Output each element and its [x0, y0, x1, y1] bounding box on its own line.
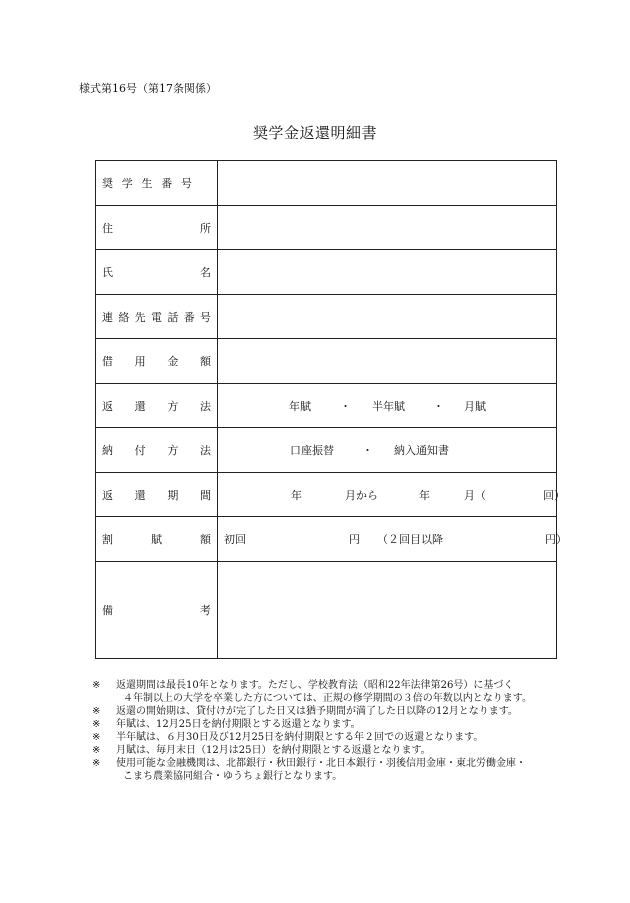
note-item: ※ 返還の開始期は、貸付けが完了した日又は猶予期間が満了した日以降の12月となります。 [92, 706, 518, 717]
note-mark: ※ [92, 745, 101, 756]
separator-dot: ・ [340, 399, 351, 413]
second-payment-label: （２回目以降 [377, 533, 443, 546]
note-item: ※ 使用可能な金融機関は、北都銀行・秋田銀行・北日本銀行・羽後信用金庫・東北労働金庫・ こまち農業協同組合・ゆうちょ銀行となります。 [92, 758, 526, 782]
option-monthly[interactable]: 月賦 [464, 399, 486, 413]
value-installment[interactable] [218, 517, 567, 562]
label-student-number: 奨 学 生 番 号 [96, 161, 218, 206]
option-annual[interactable]: 年賦 [289, 399, 311, 413]
row-remarks [96, 562, 557, 659]
row-contact-phone [96, 295, 557, 339]
row-repayment-period [96, 473, 557, 517]
period-times: 回） [543, 488, 565, 502]
note-item: ※ 返還期間は最長10年となります。ただし、学校教育法（昭和22年法律第26号）に基づく ４年制以上の大学を卒業した方については、正規の修学期間の３倍の年数以内となります。 [92, 680, 532, 704]
first-payment-label: 初回 [224, 533, 246, 546]
value-loan-amount[interactable] [218, 339, 557, 384]
row-student-number [96, 161, 557, 206]
note-item: ※ 月賦は、毎月末日（12月は25日）を納付期限とする返還となります。 [92, 745, 431, 756]
value-remarks[interactable] [218, 562, 557, 659]
row-installment [96, 517, 557, 562]
label-loan-amount: 借 用 金 額 [96, 339, 218, 384]
value-repayment-period[interactable] [218, 473, 565, 517]
note-item: ※ 年賦は、12月25日を納付期限とする返還となります。 [92, 719, 361, 730]
period-start-year: 年 [291, 488, 302, 502]
row-repayment-method [96, 384, 557, 428]
label-payment-method: 納 付 方 法 [96, 428, 218, 473]
first-payment-yen: 円 [349, 533, 360, 546]
value-payment-method [218, 428, 557, 473]
note-item: ※ 半年賦は、６月30日及び12月25日を納付期限とする年２回での返還となります。 [92, 732, 484, 743]
note-mark: ※ [92, 719, 101, 730]
note-mark: ※ [92, 758, 101, 769]
period-start-month: 月から [345, 488, 378, 502]
separator-dot: ・ [433, 399, 444, 413]
row-address [96, 206, 557, 250]
value-address[interactable] [218, 206, 557, 250]
value-repayment-method [218, 384, 557, 428]
row-name [96, 250, 557, 295]
value-student-number[interactable] [218, 161, 557, 206]
period-end-year: 年 [419, 488, 430, 502]
row-payment-method [96, 428, 557, 473]
label-address: 住 所 [96, 206, 218, 250]
note-mark: ※ [92, 732, 101, 743]
statement-form-table [95, 160, 567, 659]
label-remarks: 備 考 [96, 562, 218, 659]
row-loan-amount [96, 339, 557, 384]
form-number: 様式第16号（第17条関係） [79, 82, 217, 95]
period-end-month: 月（ [464, 488, 486, 502]
value-name[interactable] [218, 250, 557, 295]
document-title: 奨学金返還明細書 [252, 124, 377, 142]
label-installment: 割 賦 額 [96, 517, 218, 562]
label-repayment-method: 返 還 方 法 [96, 384, 218, 428]
notes-section [92, 679, 572, 783]
option-payment-notice[interactable]: 納入通知書 [394, 444, 449, 457]
label-name: 氏 名 [96, 250, 218, 295]
value-contact-phone[interactable] [218, 295, 557, 339]
note-mark: ※ [92, 680, 101, 691]
option-account-transfer[interactable]: 口座振替 [290, 444, 334, 457]
label-contact-phone: 連 絡 先 電 話 番 号 [96, 295, 218, 339]
separator-dot: ・ [362, 444, 373, 457]
option-semiannual[interactable]: 半年賦 [372, 399, 405, 413]
second-payment-yen: 円） [545, 533, 567, 546]
label-repayment-period: 返 還 期 間 [96, 473, 218, 517]
note-mark: ※ [92, 706, 101, 717]
